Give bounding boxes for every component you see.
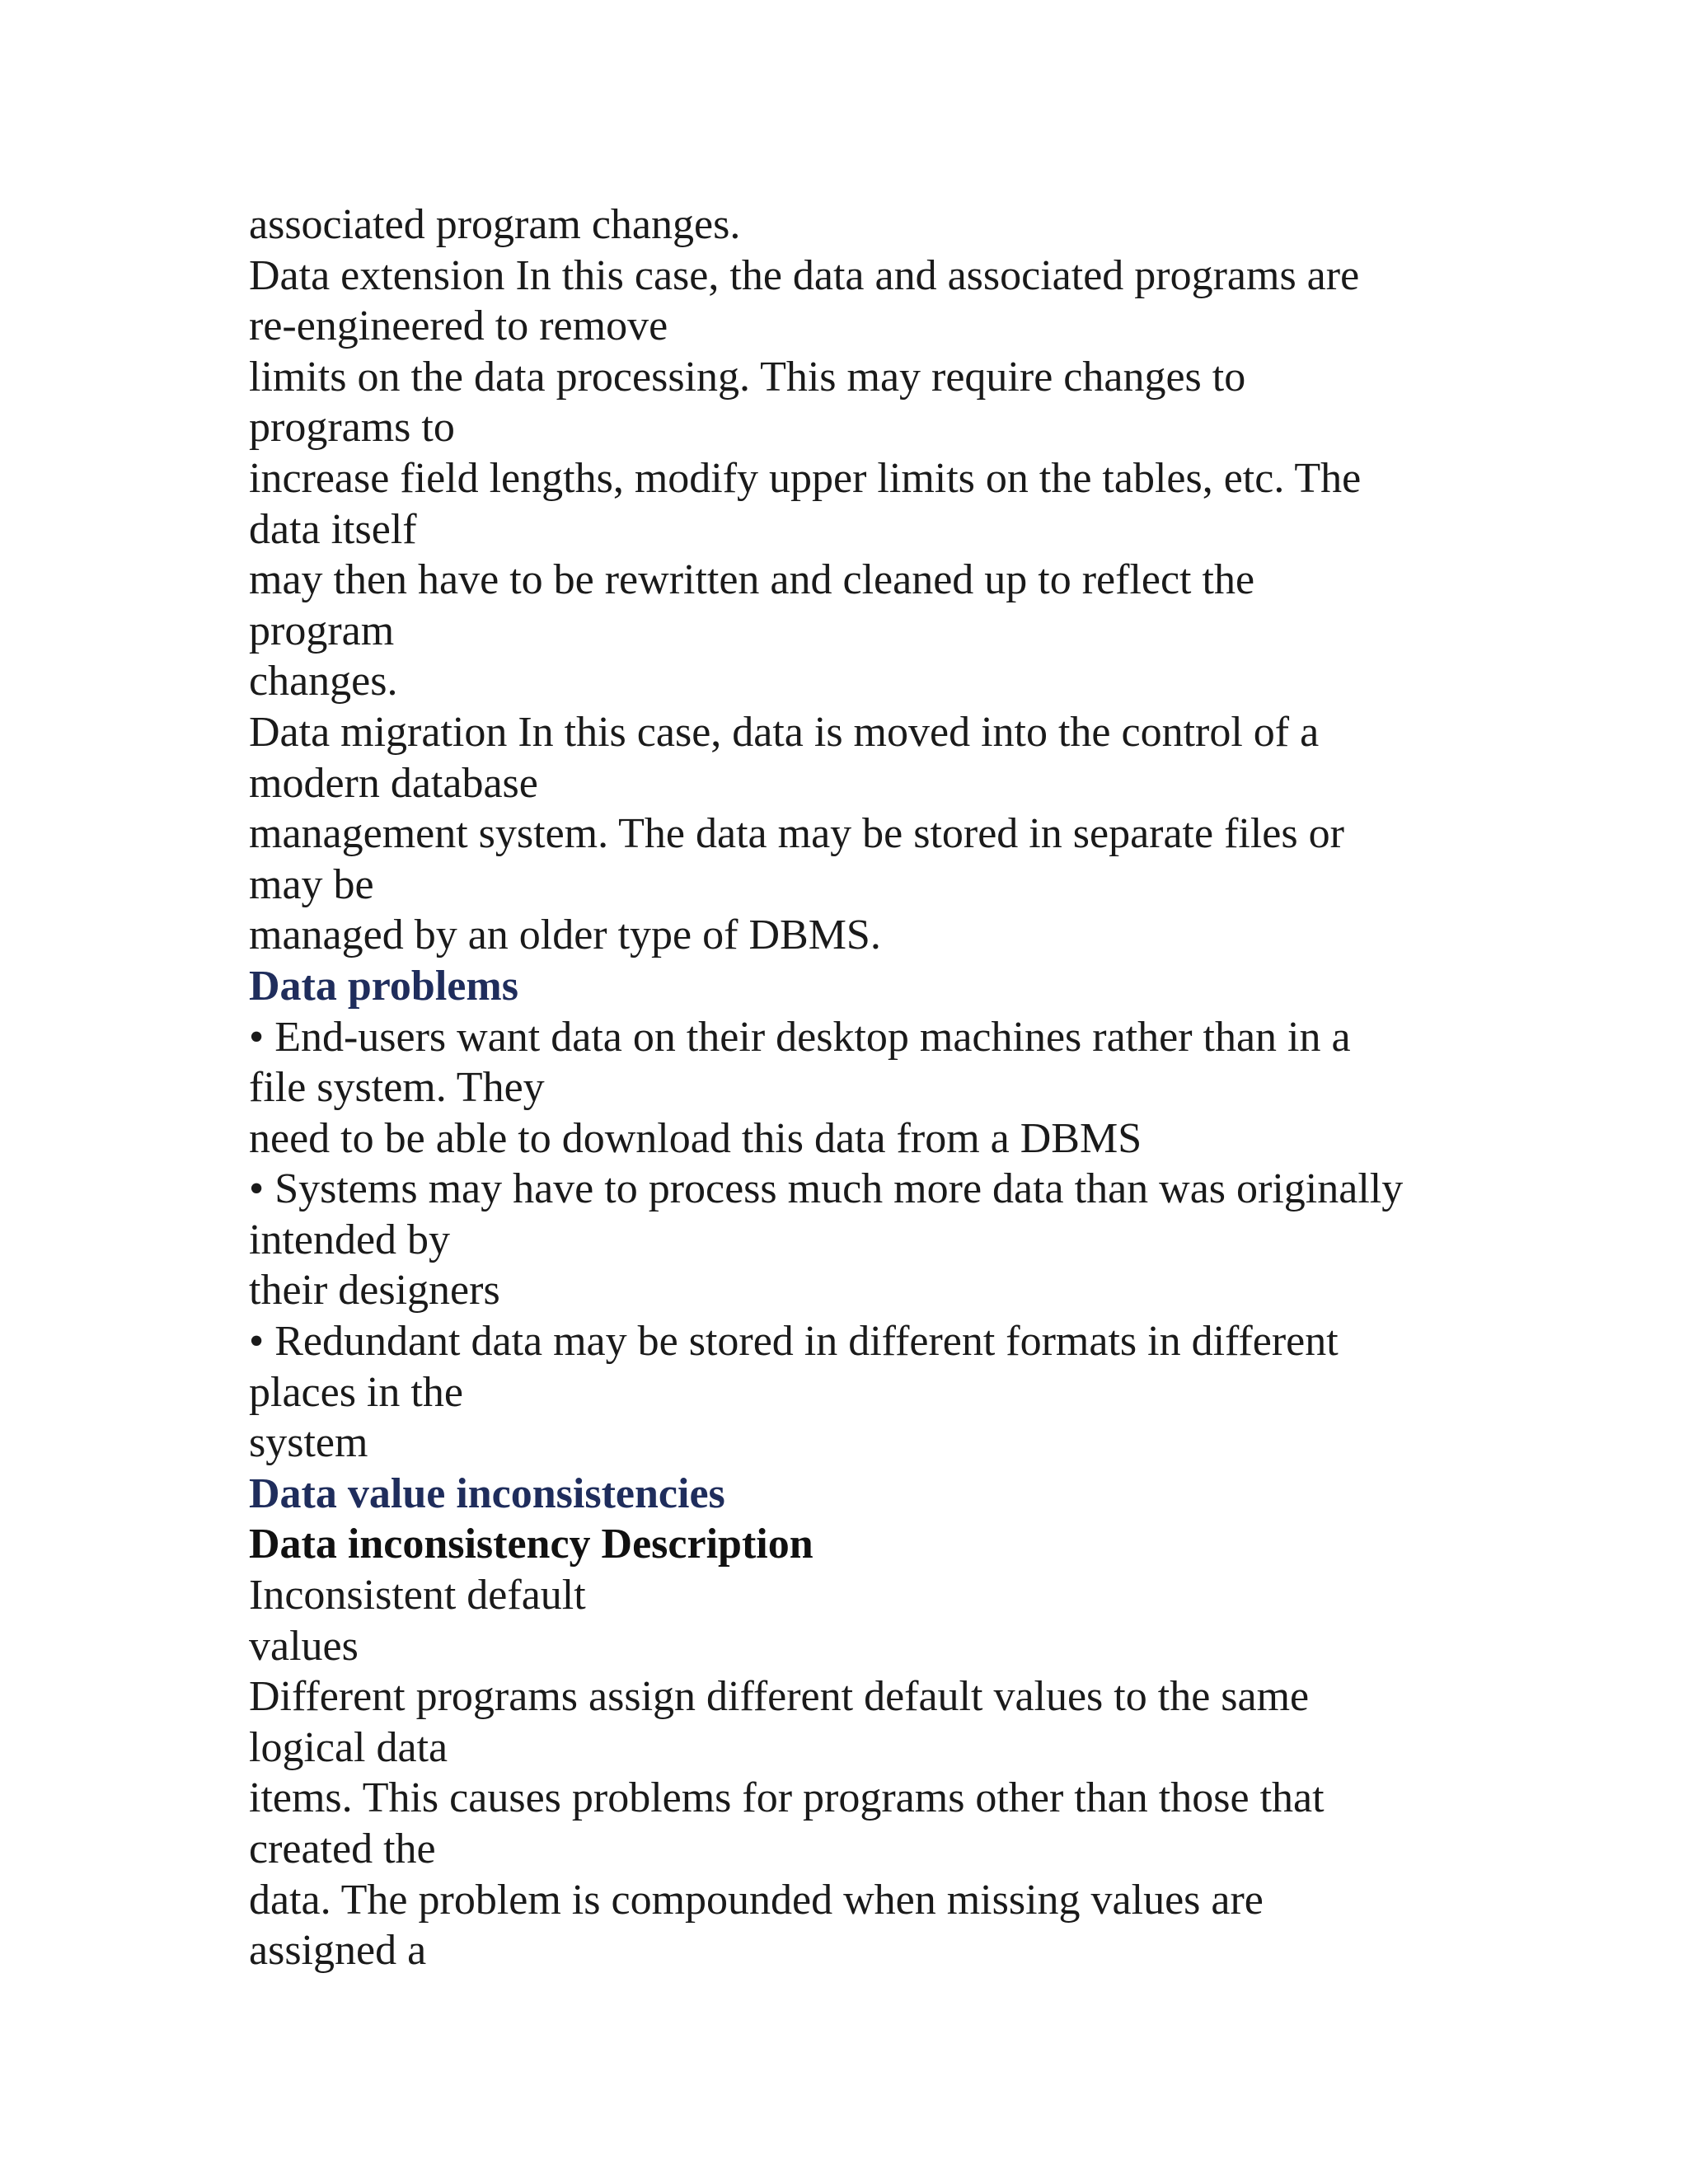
section-heading-data-problems: Data problems xyxy=(249,962,518,1010)
text-line: may then have to be rewritten and cleaned up to reflect the xyxy=(249,556,1255,604)
text-line: their designers xyxy=(249,1267,500,1315)
text-line: may be xyxy=(249,860,374,908)
text-line: program xyxy=(249,607,395,654)
text-line: items. This causes problems for programs other than those that xyxy=(249,1774,1325,1822)
text-line: Different programs assign different default values to the same xyxy=(249,1673,1310,1721)
text-line: data. The problem is compounded when missing values are xyxy=(249,1876,1264,1924)
text-line: management system. The data may be stored in separate files or xyxy=(249,810,1344,858)
text-line: assigned a xyxy=(249,1927,427,1975)
text-line: values xyxy=(249,1622,359,1670)
text-line: changes. xyxy=(249,658,398,705)
text-line: Inconsistent default xyxy=(249,1572,586,1619)
text-line: limits on the data processing. This may require changes to xyxy=(249,353,1246,401)
text-line: associated program changes. xyxy=(249,201,741,248)
page-content xyxy=(249,199,1535,1976)
text-line: need to be able to download this data from a DBMS xyxy=(249,1114,1142,1162)
text-line: places in the xyxy=(249,1368,463,1416)
text-line: programs to xyxy=(249,404,455,452)
bullet-line: • Redundant data may be stored in different formats in different xyxy=(249,1318,1339,1366)
bullet-line: • End-users want data on their desktop machines rather than in a xyxy=(249,1013,1351,1061)
bullet-line: • Systems may have to process much more data than was originally xyxy=(249,1165,1404,1213)
table-header: Data inconsistency Description xyxy=(249,1521,814,1568)
text-line: modern database xyxy=(249,759,538,807)
text-line: re-engineered to remove xyxy=(249,302,668,350)
text-line: created the xyxy=(249,1825,436,1872)
text-line: managed by an older type of DBMS. xyxy=(249,912,881,959)
section-heading-data-value-inconsistencies: Data value inconsistencies xyxy=(249,1469,725,1517)
text-line: intended by xyxy=(249,1216,451,1263)
text-line: data itself xyxy=(249,505,417,553)
text-line: file system. They xyxy=(249,1064,545,1112)
text-line: system xyxy=(249,1419,368,1467)
text-line: logical data xyxy=(249,1723,448,1771)
text-line: increase field lengths, modify upper limits on the tables, etc. The xyxy=(249,454,1362,502)
text-line: Data migration In this case, data is moved into the control of a xyxy=(249,708,1320,756)
text-line: Data extension In this case, the data and associated programs are xyxy=(249,251,1360,299)
